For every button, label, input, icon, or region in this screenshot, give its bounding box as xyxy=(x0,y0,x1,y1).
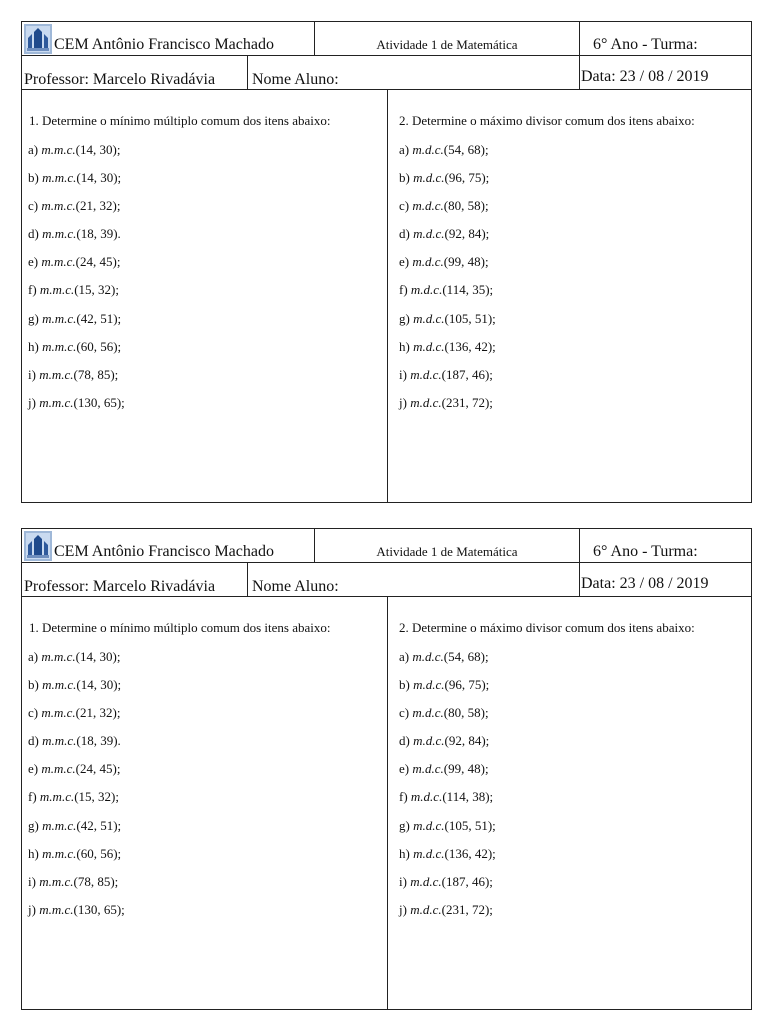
item-letter: g) xyxy=(399,310,410,326)
header-row-2 xyxy=(22,56,751,90)
exercise-item xyxy=(28,311,125,339)
item-function: m.d.c. xyxy=(413,310,445,326)
item-function: m.m.c. xyxy=(39,873,74,889)
activity-cell xyxy=(315,22,580,55)
exercise-item xyxy=(28,170,125,198)
item-function: m.m.c. xyxy=(41,142,76,157)
item-arguments: (105, 51); xyxy=(444,310,496,326)
item-arguments: (21, 32); xyxy=(75,705,121,721)
item-letter: g) xyxy=(28,310,39,326)
item-letter: j) xyxy=(28,394,36,410)
item-letter: b) xyxy=(399,677,410,693)
item-letter: a) xyxy=(28,142,39,157)
exercise-item xyxy=(399,733,496,761)
worksheet xyxy=(21,528,752,1010)
school-name: CEM Antônio Francisco Machado xyxy=(54,36,274,53)
item-function: m.d.c. xyxy=(413,226,445,242)
exercise-item xyxy=(28,142,125,170)
item-function: m.m.c. xyxy=(41,198,76,214)
item-letter: e) xyxy=(399,761,410,777)
item-letter: h) xyxy=(399,338,410,354)
item-function: m.m.c. xyxy=(39,366,74,382)
exercise-item xyxy=(399,846,496,874)
exercise-item xyxy=(399,226,496,254)
exercise-item xyxy=(28,677,125,705)
item-letter: i) xyxy=(28,873,36,889)
question-2-title: 2. Determine o máximo divisor comum dos itens abaixo: xyxy=(399,620,695,635)
item-function: m.m.c. xyxy=(39,282,75,298)
item-function: m.d.c. xyxy=(413,817,445,833)
item-function: m.m.c. xyxy=(42,817,77,833)
exercise-item xyxy=(28,395,125,423)
item-arguments: (15, 32); xyxy=(74,789,119,805)
item-letter: b) xyxy=(399,170,410,186)
date-cell xyxy=(580,563,751,596)
exercise-item xyxy=(399,902,496,930)
question-2-items xyxy=(399,142,496,423)
student-name-cell[interactable] xyxy=(248,563,580,596)
grade-label: 6° Ano - Turma: xyxy=(593,543,698,560)
school-logo-icon xyxy=(24,531,52,561)
item-arguments: (231, 72); xyxy=(441,901,493,917)
header-row-1 xyxy=(22,529,751,563)
question-2-items xyxy=(399,649,496,930)
school-cell xyxy=(22,22,315,55)
item-arguments: (15, 32); xyxy=(74,282,119,298)
exercise-item xyxy=(28,339,125,367)
item-arguments: (54, 68); xyxy=(443,649,489,664)
question-1-items xyxy=(28,649,125,930)
item-arguments: (92, 84); xyxy=(444,226,490,242)
item-function: m.m.c. xyxy=(42,338,77,354)
item-arguments: (54, 68); xyxy=(443,142,489,157)
item-letter: a) xyxy=(28,649,39,664)
teacher-label: Professor: Marcelo Rivadávia xyxy=(24,71,216,88)
item-arguments: (99, 48); xyxy=(443,254,489,270)
activity-title: Atividade 1 de Matemática xyxy=(376,544,518,559)
item-function: m.m.c. xyxy=(42,677,77,693)
exercise-item xyxy=(399,198,496,226)
item-letter: g) xyxy=(399,817,410,833)
item-function: m.m.c. xyxy=(39,394,74,410)
item-letter: f) xyxy=(28,282,37,298)
item-function: m.d.c. xyxy=(412,198,444,214)
exercise-item xyxy=(399,170,496,198)
item-letter: e) xyxy=(399,254,410,270)
item-letter: c) xyxy=(399,705,410,721)
item-function: m.m.c. xyxy=(41,705,76,721)
question-2-title: 2. Determine o máximo divisor comum dos itens abaixo: xyxy=(399,113,695,128)
exercise-item xyxy=(399,142,496,170)
item-arguments: (18, 39). xyxy=(76,226,121,242)
exercise-item xyxy=(399,649,496,677)
item-function: m.m.c. xyxy=(42,845,77,861)
item-arguments: (14, 30); xyxy=(75,649,121,664)
item-function: m.d.c. xyxy=(412,649,444,664)
exercise-item xyxy=(28,733,125,761)
item-letter: b) xyxy=(28,170,39,186)
item-letter: j) xyxy=(28,901,36,917)
exercise-item xyxy=(399,339,496,367)
item-letter: c) xyxy=(28,705,39,721)
item-arguments: (14, 30); xyxy=(76,677,122,693)
item-function: m.d.c. xyxy=(413,338,445,354)
item-function: m.m.c. xyxy=(41,254,76,270)
header-row-1 xyxy=(22,22,751,56)
question-2-column xyxy=(388,597,751,1009)
exercise-item xyxy=(399,761,496,789)
item-letter: d) xyxy=(399,733,410,749)
item-function: m.d.c. xyxy=(410,789,443,805)
item-arguments: (14, 30); xyxy=(75,142,121,157)
teacher-cell xyxy=(22,56,248,89)
item-letter: d) xyxy=(399,226,410,242)
exercise-item xyxy=(28,846,125,874)
item-arguments: (130, 65); xyxy=(73,901,125,917)
item-arguments: (136, 42); xyxy=(444,845,496,861)
exercise-item xyxy=(399,789,496,817)
student-name-label: Nome Aluno: xyxy=(252,71,339,88)
item-function: m.m.c. xyxy=(39,901,74,917)
item-function: m.m.c. xyxy=(39,789,75,805)
item-arguments: (96, 75); xyxy=(444,170,490,186)
item-arguments: (78, 85); xyxy=(73,366,119,382)
item-letter: f) xyxy=(399,282,408,298)
item-arguments: (99, 48); xyxy=(443,761,489,777)
exercise-item xyxy=(28,874,125,902)
date-label: Data: 23 / 08 / 2019 xyxy=(581,575,709,592)
item-function: m.d.c. xyxy=(412,254,444,270)
date-cell xyxy=(580,56,751,89)
exercise-item xyxy=(399,282,496,310)
item-function: m.m.c. xyxy=(42,310,77,326)
item-arguments: (231, 72); xyxy=(441,394,493,410)
item-letter: j) xyxy=(399,394,407,410)
item-arguments: (14, 30); xyxy=(76,170,122,186)
item-letter: f) xyxy=(399,789,408,805)
item-function: m.d.c. xyxy=(413,845,445,861)
worksheet xyxy=(21,21,752,503)
item-arguments: (78, 85); xyxy=(73,873,119,889)
question-2-column xyxy=(388,90,751,502)
question-1-column xyxy=(22,90,388,502)
item-letter: e) xyxy=(28,761,39,777)
question-1-title: 1. Determine o mínimo múltiplo comum dos itens abaixo: xyxy=(29,620,331,635)
item-function: m.m.c. xyxy=(42,226,77,242)
item-letter: i) xyxy=(399,873,407,889)
item-letter: b) xyxy=(28,677,39,693)
grade-label: 6° Ano - Turma: xyxy=(593,36,698,53)
question-1-items xyxy=(28,142,125,423)
item-arguments: (105, 51); xyxy=(444,817,496,833)
item-function: m.m.c. xyxy=(42,733,77,749)
exercise-item xyxy=(399,874,496,902)
item-arguments: (187, 46); xyxy=(441,873,493,889)
item-function: m.d.c. xyxy=(412,761,444,777)
question-1-title: 1. Determine o mínimo múltiplo comum dos itens abaixo: xyxy=(29,113,331,128)
item-arguments: (96, 75); xyxy=(444,677,490,693)
exercise-item xyxy=(28,761,125,789)
grade-cell xyxy=(580,529,751,562)
exercise-item xyxy=(399,395,496,423)
item-function: m.d.c. xyxy=(412,705,444,721)
item-function: m.d.c. xyxy=(413,677,445,693)
school-name: CEM Antônio Francisco Machado xyxy=(54,543,274,560)
item-letter: f) xyxy=(28,789,37,805)
item-function: m.m.c. xyxy=(42,170,77,186)
school-logo-icon xyxy=(24,24,52,54)
exercise-item xyxy=(399,254,496,282)
exercise-item xyxy=(28,649,125,677)
item-function: m.d.c. xyxy=(410,873,442,889)
item-letter: i) xyxy=(28,366,36,382)
exercise-item xyxy=(28,367,125,395)
item-function: m.d.c. xyxy=(410,901,442,917)
item-arguments: (114, 35); xyxy=(442,282,494,298)
item-function: m.d.c. xyxy=(410,394,442,410)
exercise-item xyxy=(28,818,125,846)
item-arguments: (24, 45); xyxy=(75,254,121,270)
exercise-item xyxy=(399,311,496,339)
school-cell xyxy=(22,529,315,562)
date-label: Data: 23 / 08 / 2019 xyxy=(581,68,709,85)
item-arguments: (136, 42); xyxy=(444,338,496,354)
item-arguments: (130, 65); xyxy=(73,394,125,410)
activity-cell xyxy=(315,529,580,562)
item-arguments: (42, 51); xyxy=(76,817,122,833)
item-letter: i) xyxy=(399,366,407,382)
item-function: m.d.c. xyxy=(410,366,442,382)
item-letter: h) xyxy=(399,845,410,861)
header-row-2 xyxy=(22,563,751,597)
exercise-item xyxy=(28,902,125,930)
item-letter: c) xyxy=(28,198,39,214)
exercise-item xyxy=(28,789,125,817)
exercise-item xyxy=(28,282,125,310)
student-name-label: Nome Aluno: xyxy=(252,578,339,595)
item-arguments: (42, 51); xyxy=(76,310,122,326)
item-arguments: (24, 45); xyxy=(75,761,121,777)
item-letter: g) xyxy=(28,817,39,833)
item-function: m.d.c. xyxy=(410,282,443,298)
item-letter: h) xyxy=(28,845,39,861)
item-letter: d) xyxy=(28,733,39,749)
item-arguments: (21, 32); xyxy=(75,198,121,214)
item-letter: c) xyxy=(399,198,410,214)
item-arguments: (114, 38); xyxy=(442,789,494,805)
item-function: m.d.c. xyxy=(413,170,445,186)
exercise-item xyxy=(28,226,125,254)
exercise-item xyxy=(399,367,496,395)
exercise-item xyxy=(28,198,125,226)
item-letter: h) xyxy=(28,338,39,354)
grade-cell xyxy=(580,22,751,55)
item-letter: a) xyxy=(399,649,410,664)
item-arguments: (80, 58); xyxy=(443,198,489,214)
item-letter: j) xyxy=(399,901,407,917)
item-arguments: (60, 56); xyxy=(76,845,122,861)
item-letter: d) xyxy=(28,226,39,242)
teacher-label: Professor: Marcelo Rivadávia xyxy=(24,578,216,595)
teacher-cell xyxy=(22,563,248,596)
exercise-item xyxy=(28,705,125,733)
item-arguments: (60, 56); xyxy=(76,338,122,354)
exercise-item xyxy=(399,818,496,846)
item-arguments: (187, 46); xyxy=(441,366,493,382)
question-1-column xyxy=(22,597,388,1009)
activity-title: Atividade 1 de Matemática xyxy=(376,37,518,52)
exercise-item xyxy=(399,705,496,733)
student-name-cell[interactable] xyxy=(248,56,580,89)
item-function: m.m.c. xyxy=(41,649,76,664)
item-function: m.d.c. xyxy=(413,733,445,749)
item-letter: e) xyxy=(28,254,39,270)
item-arguments: (80, 58); xyxy=(443,705,489,721)
exercise-item xyxy=(28,254,125,282)
item-letter: a) xyxy=(399,142,410,157)
item-function: m.d.c. xyxy=(412,142,444,157)
exercise-item xyxy=(399,677,496,705)
item-function: m.m.c. xyxy=(41,761,76,777)
item-arguments: (92, 84); xyxy=(444,733,490,749)
item-arguments: (18, 39). xyxy=(76,733,121,749)
